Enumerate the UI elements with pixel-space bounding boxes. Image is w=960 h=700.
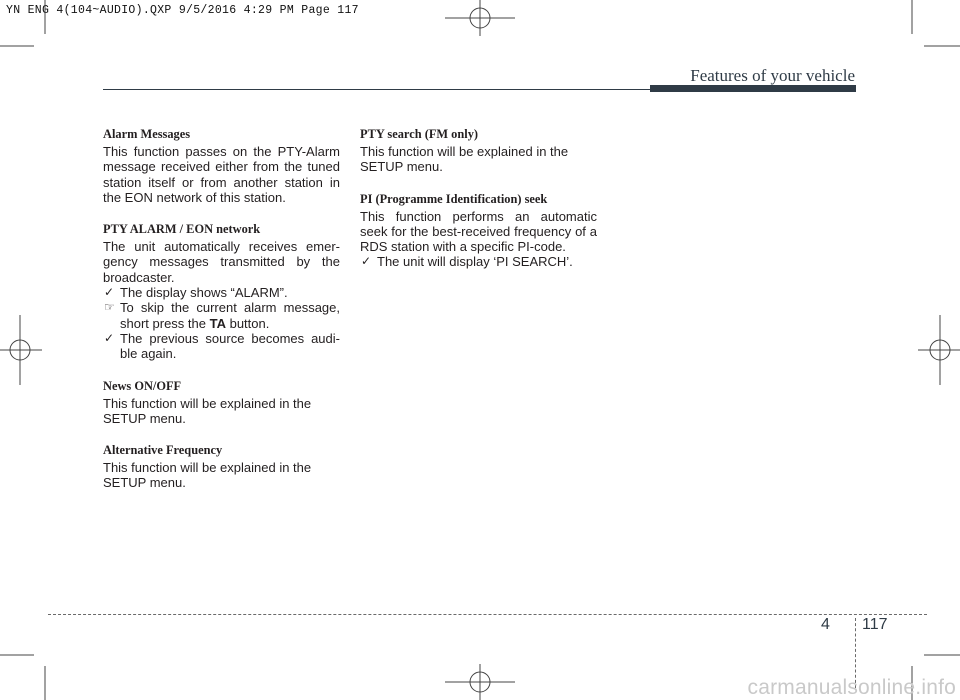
bullet-skip-alarm: ☞ To skip the current alarm message, short press the TA button. [104,300,340,331]
paragraph-alarm-messages: This function passes on the PTY-Alarm message received either from the tuned station itself or from another station in the EON network of this station. [103,144,340,205]
left-column [103,127,340,508]
print-slug: YN ENG 4(104~AUDIO).QXP 9/5/2016 4:29 PM Page 117 [6,4,359,17]
heading-pi-seek: PI (Programme Identification) seek [360,191,548,206]
paragraph-pi-seek: This function performs an automatic seek for the best-received frequency of a RDS station with a specific PI-code. [360,208,597,255]
bullet-pi-search: ✓ The unit will display ‘PI SEARCH’. [361,254,573,270]
bullet-previous-source: ✓ The previous source becomes audi-ble again. [104,330,340,362]
right-column [360,127,597,287]
section-pty-search [360,127,597,175]
heading-news: News ON/OFF [103,378,182,393]
registration-mark-right [918,315,960,385]
header-rule [103,89,653,90]
heading-alternative-frequency: Alternative Frequency [103,443,223,458]
registration-mark-left [0,315,42,385]
pointing-hand-icon: ☞ [104,300,115,315]
checkmark-icon: ✓ [104,285,115,300]
registration-mark-bottom [445,664,515,700]
section-alternative-frequency [103,443,340,491]
heading-pty-search: PTY search (FM only) [360,127,479,141]
page-number: 117 [862,616,888,633]
checkmark-icon: ✓ [104,330,115,345]
paragraph-news: This function will be explained in the SETUP menu. [103,395,312,426]
header-accent-bar [650,85,856,92]
registration-mark-top [445,0,515,36]
section-pi-seek [360,192,597,270]
paragraph-pty-alarm: The unit automatically receives emer-gency messages transmitted by the broadcaster. [103,239,340,285]
checkmark-icon: ✓ [361,254,372,269]
footer-rule [48,614,927,615]
section-news [103,379,340,427]
heading-alarm-messages: Alarm Messages [103,127,191,141]
section-alarm-messages [103,127,340,205]
paragraph-pty-search: This function will be explained in the SETUP menu. [360,144,569,175]
bullet-alarm-display: ✓ The display shows “ALARM”. [104,285,288,301]
chapter-number: 4 [821,616,830,633]
ta-button-label: TA [209,315,226,331]
section-header-title: Features of your vehicle [690,66,855,85]
watermark-text: carmanualsonline.info [747,676,956,699]
section-pty-alarm [103,222,340,361]
paragraph-alternative-frequency: This function will be explained in the SETUP menu. [103,460,312,491]
heading-pty-alarm: PTY ALARM / EON network [103,222,261,237]
